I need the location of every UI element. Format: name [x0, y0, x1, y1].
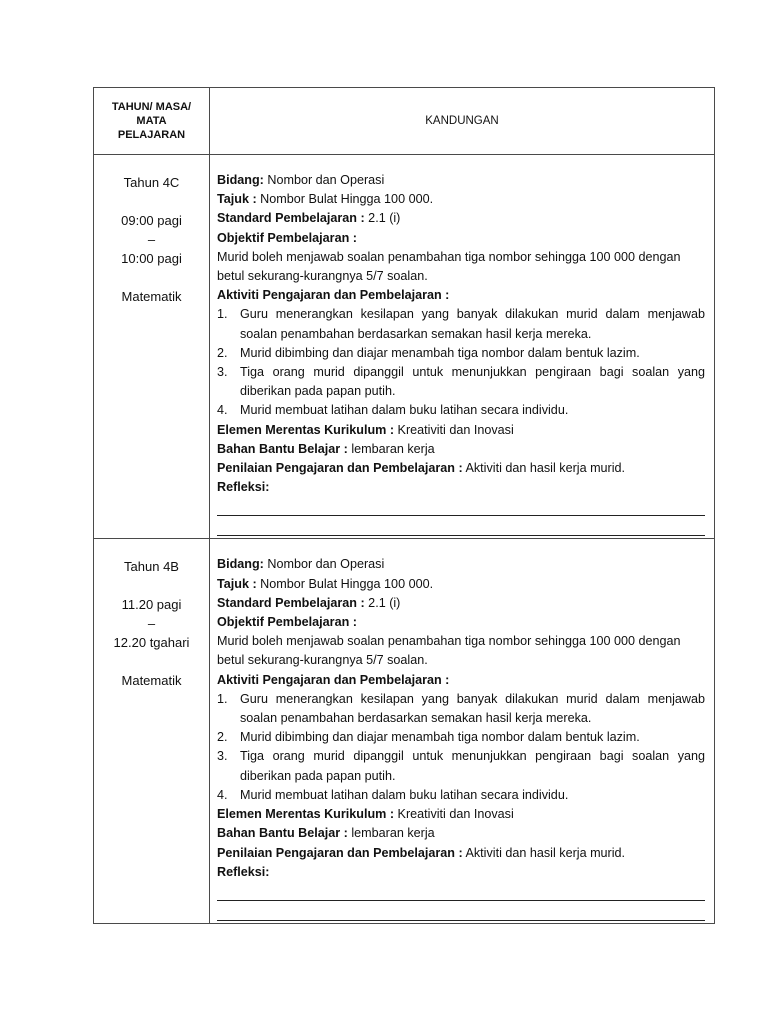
session-content-cell	[210, 155, 715, 539]
standard-value: 2.1 (i)	[364, 595, 401, 610]
aktiviti-list	[217, 690, 705, 805]
bbb-label: Bahan Bantu Belajar :	[217, 441, 348, 456]
penilaian-value: Aktiviti dan hasil kerja murid.	[462, 461, 626, 476]
list-item-text: Tiga orang murid dipanggil untuk menunjukkan pengiraan bagi soalan yang diberikan pada papan putih.	[240, 749, 705, 783]
list-item-number: 1.	[217, 691, 228, 706]
header-row	[94, 88, 715, 155]
bidang-line	[217, 555, 705, 574]
emk-label: Elemen Merentas Kurikulum :	[217, 422, 395, 437]
aktiviti-label: Aktiviti Pengajaran dan Pembelajaran :	[217, 288, 450, 303]
header-left-line: MATA	[136, 115, 167, 127]
list-item-text: Murid membuat latihan dalam buku latihan secara individu.	[240, 787, 569, 802]
objektif-label: Objektif Pembelajaran :	[217, 615, 357, 630]
list-item-text: Guru menerangkan kesilapan yang banyak dilakukan murid dalam menjawab soalan penambahan berdasarkan semakan hasil kerja mereka.	[240, 691, 705, 726]
list-item-number: 2.	[217, 730, 228, 745]
penilaian-label: Penilaian Pengajaran dan Pembelajaran :	[217, 461, 463, 476]
refleksi-label: Refleksi:	[217, 864, 270, 879]
bidang-label: Bidang:	[217, 557, 264, 572]
tajuk-label: Tajuk :	[217, 192, 257, 207]
list-item-text: Guru menerangkan kesilapan yang banyak dilakukan murid dalam menjawab soalan penambahan berdasarkan semakan hasil kerja mereka.	[240, 307, 705, 341]
session-subject: Matematik	[121, 289, 182, 304]
list-item-number: 4.	[217, 403, 228, 418]
refleksi-label: Refleksi:	[217, 480, 270, 495]
penilaian-line	[217, 459, 705, 478]
bbb-value: lembaran kerja	[347, 441, 435, 456]
standard-label: Standard Pembelajaran :	[217, 211, 365, 226]
bidang-value: Nombor dan Operasi	[263, 173, 385, 187]
bidang-label: Bidang:	[217, 173, 264, 187]
list-item-text: Murid membuat latihan dalam buku latihan secara individu.	[240, 403, 569, 418]
header-cell-kandungan	[210, 88, 715, 155]
objektif-value: Murid boleh menjawab soalan penambahan tiga nombor sehingga 100 000 dengan betul sekurang-kurangnya 5/7 soalan.	[217, 634, 681, 668]
standard-line	[217, 594, 705, 613]
aktiviti-label: Aktiviti Pengajaran dan Pembelajaran :	[217, 672, 450, 687]
emk-value: Kreativiti dan Inovasi	[394, 422, 514, 437]
session-row	[94, 539, 715, 923]
session-time-end: 12.20 tgahari	[113, 635, 190, 651]
tajuk-label: Tajuk :	[217, 576, 257, 591]
standard-line	[217, 209, 705, 228]
session-info-cell	[94, 539, 210, 923]
penilaian-label: Penilaian Pengajaran dan Pembelajaran :	[217, 845, 463, 860]
standard-value: 2.1 (i)	[364, 211, 401, 226]
tajuk-line	[217, 190, 705, 209]
session-time-dash: –	[147, 616, 156, 632]
objektif-label: Objektif Pembelajaran :	[217, 230, 357, 245]
session-content-cell	[210, 539, 715, 923]
list-item	[217, 747, 705, 785]
header-right-label: KANDUNGAN	[425, 115, 499, 127]
emk-line	[217, 421, 705, 440]
session-time-start: 09:00 pagi	[121, 213, 182, 228]
bidang-value: Nombor dan Operasi	[263, 557, 385, 572]
bbb-value: lembaran kerja	[347, 826, 435, 841]
penilaian-line	[217, 844, 705, 863]
session-row	[94, 155, 715, 539]
emk-line	[217, 805, 705, 824]
refleksi-line	[217, 515, 705, 516]
tajuk-line	[217, 575, 705, 594]
lesson-plan-table	[93, 87, 715, 924]
session-year: Tahun 4B	[124, 559, 179, 575]
list-item	[217, 690, 705, 728]
list-item	[217, 344, 705, 363]
penilaian-value: Aktiviti dan hasil kerja murid.	[462, 845, 626, 860]
bbb-line	[217, 824, 705, 843]
bbb-label: Bahan Bantu Belajar :	[217, 826, 348, 841]
list-item	[217, 363, 705, 401]
header-left-line: TAHUN/ MASA/	[111, 101, 192, 113]
session-info-cell	[94, 155, 210, 539]
session-time-start: 11.20 pagi	[121, 597, 182, 613]
session-time-dash: –	[147, 232, 156, 247]
standard-label: Standard Pembelajaran :	[217, 595, 365, 610]
list-item-text: Murid dibimbing dan diajar menambah tiga nombor dalam bentuk lazim.	[240, 730, 640, 745]
tajuk-value: Nombor Bulat Hingga 100 000.	[256, 192, 434, 207]
bidang-line	[217, 171, 705, 190]
session-time-end: 10:00 pagi	[121, 251, 182, 266]
header-cell-tahun-masa-mata-pelajaran	[94, 88, 210, 155]
list-item	[217, 305, 705, 343]
list-item-text: Murid dibimbing dan diajar menambah tiga nombor dalam bentuk lazim.	[240, 345, 640, 360]
list-item-number: 3.	[217, 749, 228, 764]
emk-label: Elemen Merentas Kurikulum :	[217, 807, 395, 822]
list-item-number: 4.	[217, 787, 228, 802]
objektif-value: Murid boleh menjawab soalan penambahan tiga nombor sehingga 100 000 dengan betul sekurang-kurangnya 5/7 soalan.	[217, 249, 681, 284]
emk-value: Kreativiti dan Inovasi	[394, 807, 514, 822]
list-item-number: 1.	[217, 307, 228, 322]
bbb-line	[217, 440, 705, 459]
list-item	[217, 786, 705, 805]
list-item-number: 3.	[217, 365, 228, 380]
session-year: Tahun 4C	[123, 175, 180, 190]
aktiviti-list	[217, 305, 705, 420]
list-item	[217, 401, 705, 420]
header-left-line: PELAJARAN	[117, 129, 186, 141]
list-item-number: 2.	[217, 345, 228, 360]
tajuk-value: Nombor Bulat Hingga 100 000.	[256, 576, 434, 591]
list-item	[217, 728, 705, 747]
session-subject: Matematik	[121, 673, 182, 689]
list-item-text: Tiga orang murid dipanggil untuk menunjukkan pengiraan bagi soalan yang diberikan pada papan putih.	[240, 365, 705, 399]
refleksi-line	[217, 900, 705, 901]
